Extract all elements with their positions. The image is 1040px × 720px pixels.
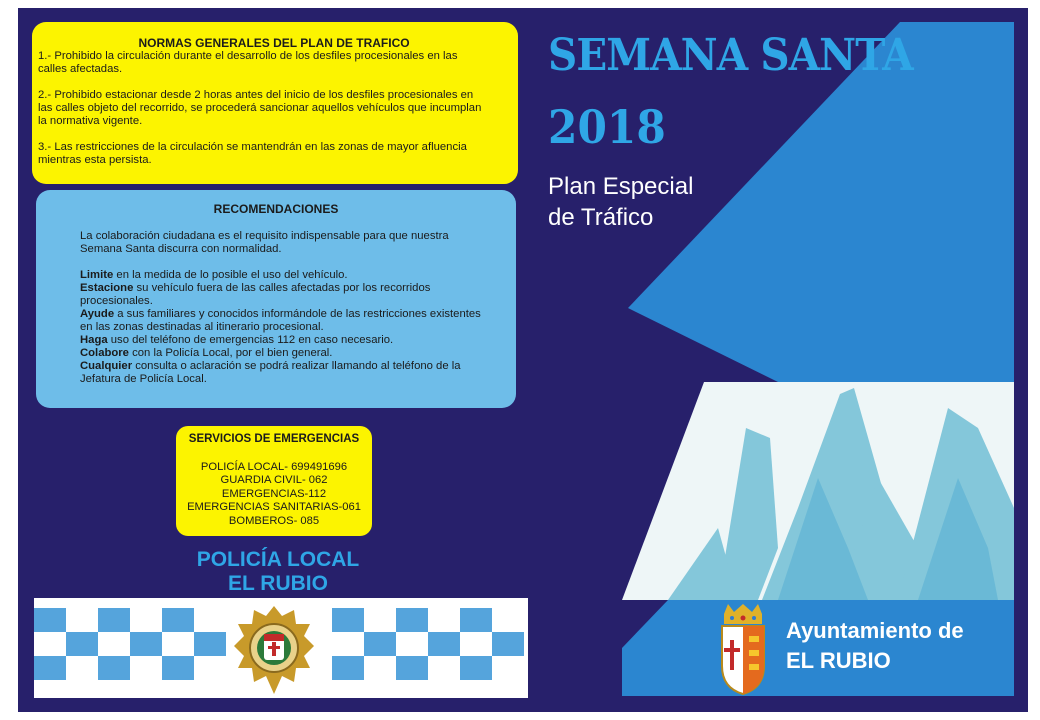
checker-pattern-left — [34, 608, 226, 680]
emergency-services-box — [176, 426, 372, 536]
emergency-line: POLICÍA LOCAL- 699491696 — [200, 460, 348, 473]
emergency-line: GUARDIA CIVIL- 062 — [220, 474, 328, 486]
emergency-line: EMERGENCIAS SANITARIAS-061 — [187, 501, 361, 513]
town-crest-icon — [718, 604, 768, 696]
brochure-panel — [18, 8, 1028, 712]
checker-pattern-right — [332, 608, 524, 680]
police-line2: EL RUBIO — [228, 572, 328, 595]
subtitle-line2: de Tráfico — [548, 204, 654, 231]
recommendation-item: Colabore con la Policía Local, por el bien general. — [80, 347, 333, 359]
recommendations-box — [36, 190, 516, 408]
rule-item: 1.- Prohibido la circulación durante el desarrollo de los desfiles procesionales en las calles afectadas. — [38, 50, 458, 75]
recommendation-item: Haga uso del teléfono de emergencias 112 en caso necesario. — [80, 334, 394, 346]
council-line2: EL RUBIO — [786, 648, 891, 673]
general-rules-box — [32, 22, 518, 184]
recommendation-item: Ayude a sus familiares y conocidos informándole de las restricciones existentes en las zonas destinadas al itinerario procesional. — [80, 308, 481, 333]
emergency-line: BOMBEROS- 085 — [228, 514, 320, 527]
recommendation-item: Estacione su vehículo fuera de las calles afectadas por los recorridos procesionales. — [80, 282, 431, 307]
police-badge-icon — [234, 606, 314, 694]
recommendations-title: RECOMENDACIONES — [213, 202, 339, 216]
emergency-title: SERVICIOS DE EMERGENCIAS — [188, 433, 360, 445]
recommendation-item: Limite en la medida de lo posible el uso del vehículo. — [80, 269, 348, 281]
cover-subtitle — [548, 171, 693, 233]
police-heading — [168, 548, 388, 596]
rule-item: 2.- Prohibido estacionar desde 2 horas antes del inicio de los desfiles procesionales en las calles objeto del recorrido, se procederá sancionar aquellos vehículos que incumplan la normativa vigente. — [38, 89, 482, 127]
council-name — [786, 616, 964, 676]
rules-title: NORMAS GENERALES DEL PLAN DE TRAFICO — [138, 36, 410, 50]
emergency-line: EMERGENCIAS-112 — [221, 487, 327, 500]
cover-year: 2018 — [548, 100, 666, 154]
cover-title: SEMANA SANTA — [548, 30, 913, 81]
checkered-strip — [34, 598, 528, 698]
recommendations-intro: La colaboración ciudadana es el requisito indispensable para que nuestra Semana Santa discurra con normalidad. — [80, 230, 449, 255]
police-line1: POLICÍA LOCAL — [196, 548, 360, 571]
council-line1: Ayuntamiento de — [786, 618, 964, 643]
rule-item: 3.- Las restricciones de la circulación se mantendrán en las zonas de mayor afluencia mientras esta persista. — [38, 141, 467, 166]
subtitle-line1: Plan Especial — [548, 173, 694, 200]
recommendation-item: Cualquier consulta o aclaración se podrá realizar llamando al teléfono de la Jefatura de Policía Local. — [80, 360, 461, 385]
